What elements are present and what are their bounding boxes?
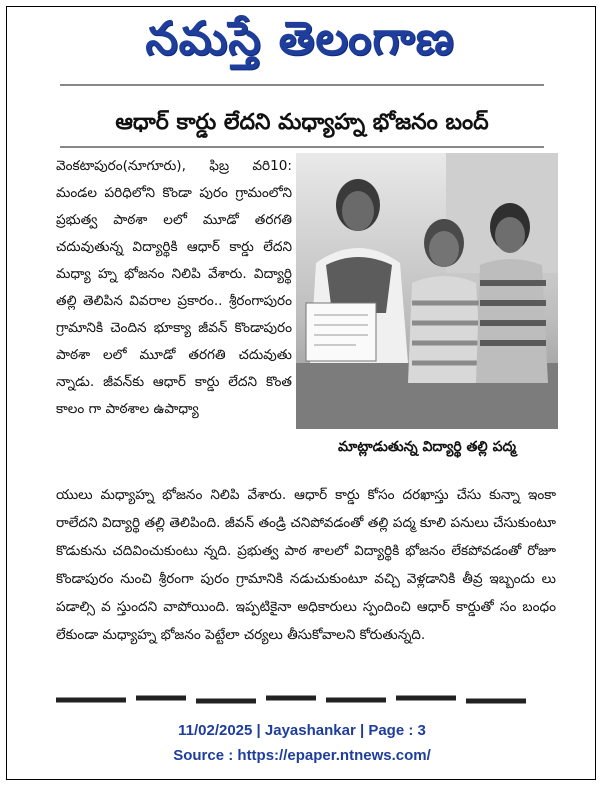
news-photo bbox=[296, 153, 558, 429]
next-article-cutoff bbox=[56, 691, 556, 705]
photo-caption: మాట్లాడుతున్న విద్యార్థి తల్లి పద్మ bbox=[296, 430, 558, 464]
photo-illustration bbox=[296, 153, 558, 429]
footer-date-line: 11/02/2025 | Jayashankar | Page : 3 bbox=[178, 722, 426, 739]
article-paragraph-2: యులు మధ్యాహ్న భోజనం నిలిపి వేశారు. ఆధార్ కార్డు కోసం దరఖాస్తు చేసు కున్నా ఇంకా రాలేదని విద్యార్థి తల్లి తెలిపింది. జీవన్ తండ్రి చనిపోవడంతో తల్లి పద్మ కూలి పనులు చేసుకుంటూ కొడుకును చదివించుకుంటు న్నది. ప్రభుత్వ పాఠ శాలలో విద్యార్థికి భోజనం లేకపోవడంతో రోజూ కొండాపురం నుంచి శ్రీరంగా పురం గ్రామానికి నడుచుకుంటూ వచ్చి వెళ్లడానికి తీవ్ర ఇబ్బందు లు పడాల్సి వ స్తుందని వాపోయింది. ఇప్పటికైనా అధికారులు స్పందించి ఆధార్ కార్డుతో సం బంధం లేకుండా మధ్యాహ్న భోజనం పెట్టేలా చర్యలు తీసుకోవాలని కోరుతున్నది. bbox=[56, 487, 556, 643]
newspaper-masthead: నమస్తే తెలంగాణ bbox=[145, 11, 455, 65]
article-headline: ఆధార్ కార్డు లేదని మధ్యాహ్న భోజనం బంద్ bbox=[115, 110, 489, 135]
article-paragraph-1: వెంకటాపురం(నూగూరు), ఫిబ్ర వరి10: మండల పరిధిలోని కొండా పురం గ్రామంలోని ప్రభుత్వ పాఠశా లలో మూడో తరగతి చదువుతున్న విద్యార్థికి ఆధార్ కార్డు లేదని మధ్యా హ్న భోజనం నిలిపి వేశారు. విద్యార్థి తల్లి తెలిపిన వివరాల ప్రకారం.. శ్రీరంగాపురం గ్రామానికి చెందిన భూక్యా జీవన్ కొండాపురం పాఠశా లలో మూడో తరగతి చదువుతు న్నాడు. జీవన్‌కు ఆధార్ కార్డు లేదని కొంత కాలం గా పాఠశాల ఉపాధ్యా bbox=[56, 158, 292, 417]
masthead-divider bbox=[60, 84, 544, 86]
footer-source-line: Source : https://epaper.ntnews.com/ bbox=[173, 747, 431, 764]
headline-divider bbox=[60, 146, 544, 148]
